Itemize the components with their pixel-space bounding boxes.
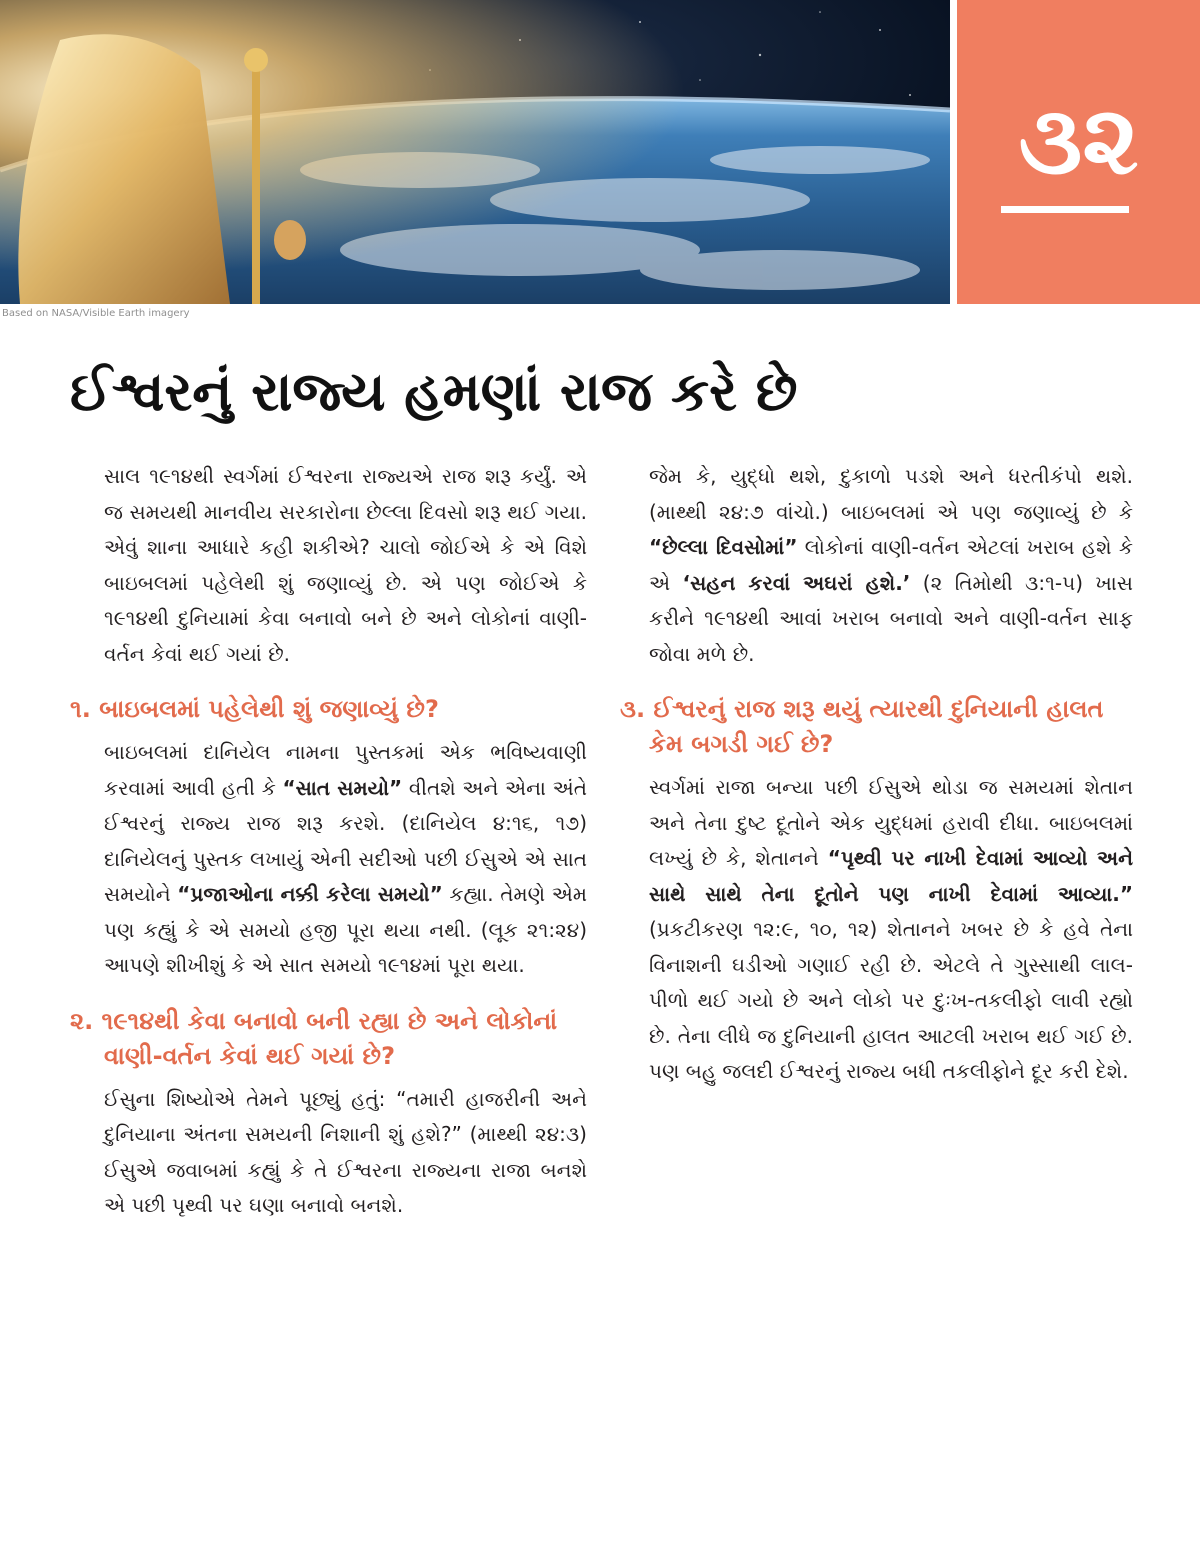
section-3-bold-quote: “પૃથ્વી પર નાખી દેવામાં આવ્યો અને સાથે સાથે તેના દૂતોને પણ નાખી દેવામાં આવ્યા.”	[649, 846, 1133, 906]
left-column	[70, 459, 587, 1224]
section-2-text: (૨ તિમોથી ૩:૧-૫) ખાસ કરીને ૧૯૧૪થી આવાં ખરાબ બનાવો અને વાણી-વર્તન સાફ જોવા મળે છે.	[649, 570, 1133, 666]
earth-from-space-illustration	[0, 0, 950, 304]
page-title: ઈશ્વરનું રાજ્ય હમણાં રાજ કરે છે	[70, 360, 798, 423]
section-2-text: લોકોનાં વાણી-વર્તન એટલાં ખરાબ હશે કે એ	[649, 535, 1133, 595]
section-2-continued-paragraph	[620, 459, 1133, 672]
section-1-bold-quote: “પ્રજાઓના નક્કી કરેલા સમયો”	[177, 882, 443, 906]
section-1-bold-quote: “સાત સમયો”	[282, 775, 403, 800]
hero-image	[0, 0, 950, 304]
right-column	[620, 459, 1133, 1090]
lesson-number-badge	[957, 0, 1200, 304]
section-3-paragraph	[620, 770, 1133, 1090]
section-2-paragraph: ઈસુના શિષ્યોએ તેમને પૂછ્યું હતું: “તમારી હાજરીની અને દુનિયાના અંતના સમયની નિશાની શું હશે?” (માથ્થી ૨૪:૩) ઈસુએ જવાબમાં કહ્યું કે તે ઈશ્વરના રાજ્યના રાજા બનશે એ પછી પૃથ્વી પર ઘણા બનાવો બનશે.	[104, 1086, 587, 1217]
intro-paragraph: સાલ ૧૯૧૪થી સ્વર્ગમાં ઈશ્વરના રાજ્યએ રાજ શરૂ કર્યું. એ જ સમયથી માનવીય સરકારોના છેલ્લા દિવસો શરૂ થઈ ગયા. એવું શાના આધારે કહી શકીએ? ચાલો જોઈએ કે એ વિશે બાઇબલમાં પહેલેથી શું જણાવ્યું છે. એ પણ જોઈએ કે ૧૯૧૪થી દુનિયામાં કેવા બનાવો બને છે અને લોકોનાં વાણી-વર્તન કેવાં થઈ ગયાં છે.	[104, 464, 587, 666]
lesson-number-underline	[1001, 206, 1129, 213]
section-1-text: વીતશે અને એના અંતે ઈશ્વરનું રાજ્ય રાજ શરૂ કરશે. (દાનિયેલ ૪:૧૬, ૧૭) દાનિયેલનું પુસ્તક લખાયું એની સદીઓ પછી ઈસુએ એ સાત સમયોને	[104, 775, 587, 906]
section-2-heading: ૨. ૧૯૧૪થી કેવા બનાવો બની રહ્યા છે અને લોકોનાં વાણી-વર્તન કેવાં થઈ ગયાં છે?	[70, 1006, 558, 1070]
section-1-text: કહ્યા. તેમણે એમ પણ કહ્યું કે એ સમયો હજી પૂરા થયા નથી. (લૂક ૨૧:૨૪) આપણે શીખીશું કે એ સાત સમયો ૧૯૧૪માં પૂરા થયા.	[104, 882, 587, 977]
section-2-bold-quote: ‘સહન કરવાં અઘરાં હશે.’	[682, 570, 911, 595]
lesson-number: ૩૨	[1018, 84, 1139, 196]
section-1-heading: ૧. બાઇબલમાં પહેલેથી શું જણાવ્યું છે?	[70, 695, 439, 723]
section-3-heading: ૩. ઈશ્વરનું રાજ શરૂ થયું ત્યારથી દુનિયાની હાલત કેમ બગડી ગઈ છે?	[620, 695, 1104, 758]
section-2-text: જેમ કે, યુદ્ધો થશે, દુકાળો પડશે અને ધરતીકંપો થશે. (માથ્થી ૨૪:૭ વાંચો.) બાઇબલમાં એ પણ જણાવ્યું છે કે	[649, 464, 1133, 524]
section-2-bold-quote: “છેલ્લા દિવસોમાં”	[649, 535, 798, 559]
section-3-text: સ્વર્ગમાં રાજા બન્યા પછી ઈસુએ થોડા જ સમયમાં શેતાન અને તેના દુષ્ટ દૂતોને એક યુદ્ધમાં હરાવી દીધા. બાઇબલમાં લખ્યું છે કે, શેતાનને	[649, 775, 1133, 870]
section-1-text: બાઇબલમાં દાનિયેલ નામના પુસ્તકમાં એક ભવિષ્યવાણી કરવામાં આવી હતી કે	[104, 740, 587, 800]
section-1-paragraph	[70, 735, 587, 984]
image-credit: Based on NASA/Visible Earth imagery	[2, 308, 190, 319]
section-3-text: (પ્રકટીકરણ ૧૨:૯, ૧૦, ૧૨) શેતાનને ખબર છે કે હવે તેના વિનાશની ઘડીઓ ગણાઈ રહી છે. એટલે તે ગુસ્સાથી લાલ-પીળો થઈ ગયો છે અને લોકો પર દુઃખ-તકલીફો લાવી રહ્યો છે. તેના લીધે જ દુનિયાની હાલત આટલી ખરાબ થઈ ગઈ છે. પણ બહુ જલદી ઈશ્વરનું રાજ્ય બધી તકલીફોને દૂર કરી દેશે.	[649, 917, 1133, 1083]
